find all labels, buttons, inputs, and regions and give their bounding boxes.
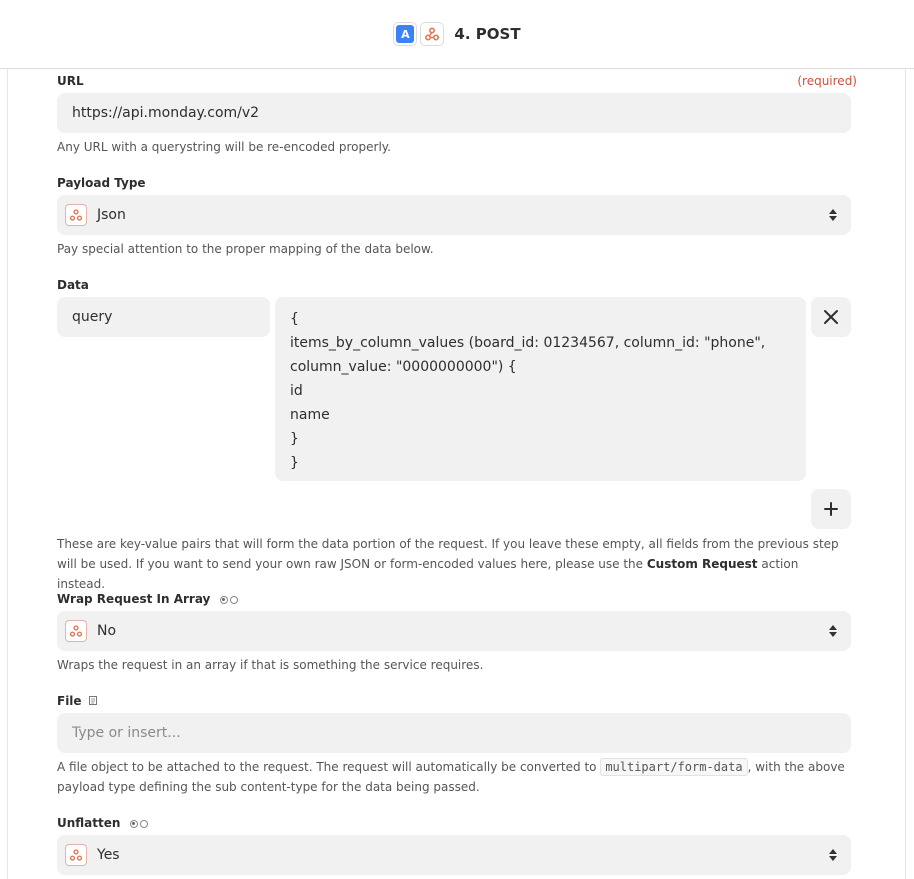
add-data-row-button[interactable] (811, 489, 851, 529)
data-value-line: column_value: "0000000000") { (290, 359, 517, 375)
file-label-text: File (57, 694, 82, 708)
wrap-request-value: No (97, 623, 117, 639)
data-help-text: These are key-value pairs that will form the data portion of the request. If you leave these empty, all fields from the previous step will be used. If you want to send your own raw JSON or form-encoded values here, please use the (57, 537, 839, 571)
data-value-line: { (290, 311, 299, 327)
url-help: Any URL with a querystring will be re-encoded properly. (57, 140, 391, 154)
payload-type-value: Json (97, 207, 126, 223)
webhooks-icon (65, 204, 87, 226)
wrap-request-help: Wraps the request in an array if that is something the service requires. (57, 658, 484, 672)
multipart-code: multipart/form-data (600, 758, 747, 776)
payload-type-help: Pay special attention to the proper mapping of the data below. (57, 242, 434, 256)
plus-icon (823, 501, 839, 517)
required-indicator: (required) (797, 74, 857, 88)
file-help-text: A file object to be attached to the request. The request will automatically be converted to (57, 760, 601, 774)
webhooks-icon (65, 620, 87, 642)
data-value-line: items_by_column_values (board_id: 01234567, column_id: "phone", (290, 335, 766, 351)
file-input[interactable] (57, 713, 851, 753)
unflatten-value: Yes (97, 847, 120, 863)
data-help-text-end: action instead. (57, 557, 799, 591)
select-arrows-icon (829, 625, 837, 637)
step-form-panel (7, 69, 906, 879)
data-value-line: name (290, 407, 330, 423)
close-icon (823, 309, 839, 325)
remove-data-row-button[interactable] (811, 297, 851, 337)
data-value-line: id (290, 383, 303, 399)
file-label (57, 694, 97, 708)
required-optional-icon (130, 820, 148, 828)
step-header (0, 0, 914, 69)
step-title: 4. POST (454, 25, 521, 43)
data-key-value: query (72, 309, 113, 325)
app-letter: A (396, 25, 414, 43)
file-help-text-end: , with the above payload type defining the sub content-type for the data being passed. (57, 760, 845, 794)
wrap-request-select[interactable] (57, 611, 851, 651)
data-value-line: } (290, 431, 299, 447)
select-arrows-icon (829, 849, 837, 861)
data-value-line: } (290, 455, 299, 471)
data-help (57, 534, 847, 594)
file-help (57, 757, 852, 797)
step-title-group (393, 22, 520, 46)
payload-type-label: Payload Type (57, 176, 146, 190)
url-label: URL (57, 74, 84, 88)
webhooks-icon (65, 844, 87, 866)
unflatten-label (57, 816, 148, 830)
app-a-icon (393, 22, 417, 46)
payload-type-select[interactable] (57, 195, 851, 235)
file-type-icon (89, 696, 97, 705)
data-label: Data (57, 278, 89, 292)
data-key-input[interactable] (57, 297, 270, 337)
wrap-request-label (57, 592, 238, 606)
unflatten-label-text: Unflatten (57, 816, 121, 830)
data-value-input[interactable] (275, 297, 806, 481)
url-value: https://api.monday.com/v2 (72, 105, 260, 121)
step-icons (393, 22, 444, 46)
custom-request-link: Custom Request (646, 557, 758, 571)
unflatten-select[interactable] (57, 835, 851, 875)
wrap-request-label-text: Wrap Request In Array (57, 592, 211, 606)
select-arrows-icon (829, 209, 837, 221)
url-input[interactable] (57, 93, 851, 133)
webhooks-icon (420, 22, 444, 46)
file-placeholder: Type or insert... (72, 725, 181, 741)
required-optional-icon (220, 596, 238, 604)
